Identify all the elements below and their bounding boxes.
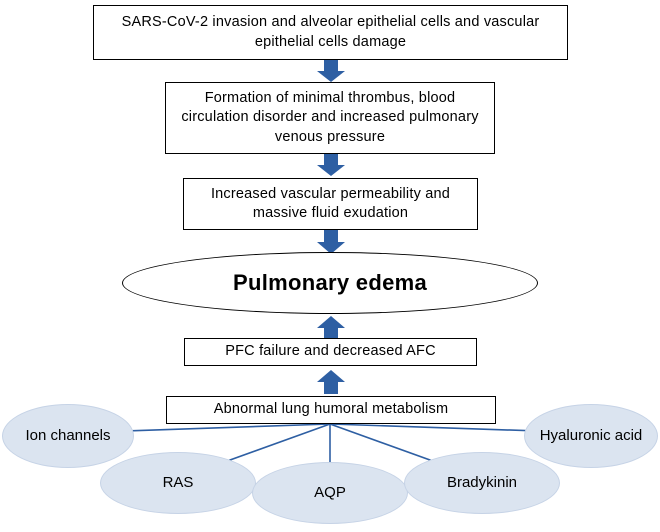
- node-thrombus-label: Formation of minimal thrombus, blood circulation disorder and increased pulmonary venous pressure: [181, 90, 479, 145]
- node-abnormal-humoral-metabolism: [166, 396, 496, 424]
- node-ion-channels: [2, 404, 134, 468]
- arrow-thrombus-to-permeability: [311, 154, 351, 176]
- node-bradykinin: [404, 452, 560, 514]
- node-hyaluronic-acid: [524, 404, 658, 468]
- node-abnormal-humoral-metabolism-label: Abnormal lung humoral metabolism: [213, 401, 449, 418]
- node-hyaluronic-acid-label: Hyaluronic acid: [539, 427, 643, 444]
- node-pulmonary-edema-label: Pulmonary edema: [232, 270, 427, 295]
- node-ion-channels-label: Ion channels: [25, 427, 111, 444]
- node-permeability: [183, 178, 478, 230]
- node-ras-label: RAS: [162, 474, 194, 491]
- node-invasion-label: SARS-CoV-2 invasion and alveolar epithelial cells and vascular epithelial cells damage: [121, 14, 540, 50]
- node-pfc-failure-label: PFC failure and decreased AFC: [225, 343, 436, 360]
- arrow-invasion-to-thrombus: [311, 60, 351, 82]
- node-invasion: [93, 5, 568, 60]
- node-permeability-label: Increased vascular permeability and massive fluid exudation: [210, 185, 451, 221]
- arrow-humoral-to-pfc: [311, 370, 351, 394]
- node-thrombus: [165, 82, 495, 154]
- node-aqp: [252, 462, 408, 524]
- node-pfc-failure: [184, 338, 477, 366]
- node-pulmonary-edema: [122, 252, 538, 314]
- node-aqp-label: AQP: [314, 484, 346, 501]
- node-ras: [100, 452, 256, 514]
- node-bradykinin-label: Bradykinin: [446, 474, 518, 491]
- arrow-permeability-to-edema: [311, 230, 351, 254]
- arrow-pfc-to-edema: [311, 316, 351, 340]
